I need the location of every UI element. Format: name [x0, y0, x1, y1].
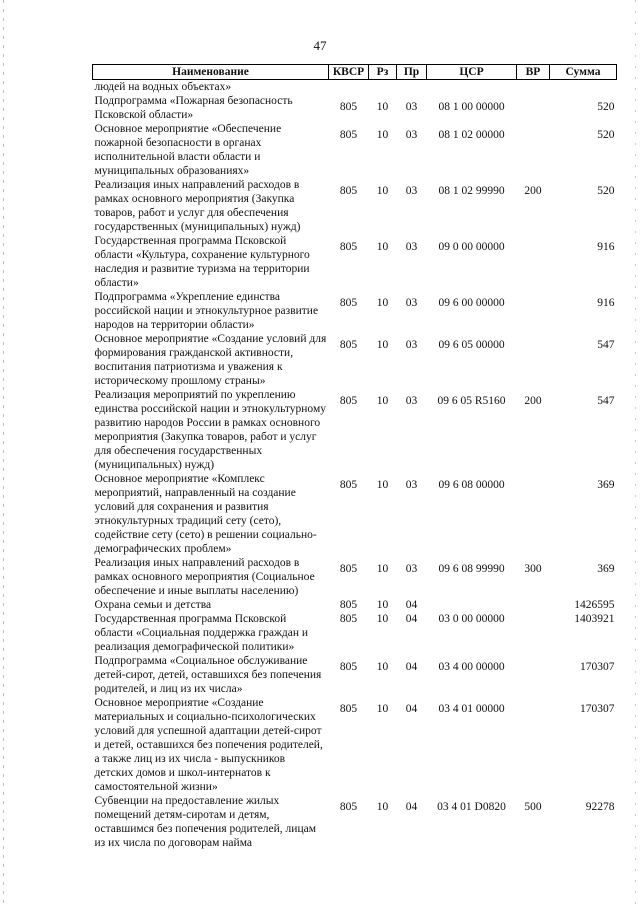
budget-table [92, 64, 617, 850]
cell-vr [517, 332, 550, 388]
cell-vr [517, 472, 550, 556]
header-sum: Сумма [550, 65, 617, 80]
table-row [93, 556, 617, 598]
cell-rz: 10 [376, 479, 389, 491]
cell-rz: 10 [376, 129, 389, 141]
cell-pr: 04 [405, 703, 418, 715]
header-pr: Пр [397, 65, 427, 80]
cell-sum: 92278 [585, 801, 615, 813]
cell-csr [427, 598, 517, 612]
cell-pr: 03 [405, 241, 418, 253]
table-header-row [93, 65, 617, 80]
cell-name: Подпрограмма «Пожарная безопасность Псковской области» [94, 95, 293, 121]
cell-rz: 10 [376, 297, 389, 309]
cell-rz: 10 [376, 661, 389, 673]
table-row [93, 612, 617, 654]
cell-kvsr: 805 [339, 801, 358, 813]
cell-pr: 03 [405, 395, 418, 407]
cell-name: Субвенции на предоставление жилых помещений детям-сиротам и детям, оставшимся без попечения родителей, лицам из их числа по договорам найма [94, 795, 316, 849]
cell-kvsr: 805 [339, 395, 358, 407]
table-row [93, 794, 617, 850]
cell-kvsr: 805 [339, 241, 358, 253]
cell-pr: 03 [405, 563, 418, 575]
cell-vr [517, 80, 550, 95]
cell-csr: 08 1 00 00000 [438, 101, 505, 113]
cell-vr: 300 [524, 563, 542, 575]
cell-rz [369, 80, 397, 95]
cell-csr: 08 1 02 00000 [438, 129, 505, 141]
cell-kvsr: 805 [339, 599, 358, 611]
cell-rz: 10 [376, 395, 389, 407]
cell-name: людей на водных объектах» [94, 81, 232, 93]
cell-sum: 1403921 [574, 613, 615, 625]
cell-name: Основное мероприятие «Создание материальных и социально-психологических условий для успешной адаптации детей-сирот и детей, оставшихся без попечения родителей, а также лиц из их числа - выпускников детских домов и школ-интернатов к самостоятельной жизни» [94, 697, 323, 793]
cell-sum: 369 [597, 563, 615, 575]
cell-sum: 170307 [580, 661, 615, 673]
cell-kvsr: 805 [339, 563, 358, 575]
cell-pr [397, 80, 427, 95]
cell-kvsr: 805 [339, 101, 358, 113]
cell-vr [517, 612, 550, 654]
cell-pr: 04 [405, 661, 418, 673]
cell-name: Подпрограмма «Укрепление единства российской нации и этнокультурное развитие народов на территории области» [94, 291, 319, 331]
cell-rz: 10 [376, 599, 389, 611]
cell-name: Основное мероприятие «Обеспечение пожарной безопасности в органах исполнительной власти области и муниципальных образованиях» [94, 123, 282, 177]
cell-name: Реализация иных направлений расходов в рамках основного мероприятия (Социальное обеспечение и иные выплаты населению) [94, 557, 315, 597]
cell-csr: 09 6 05 R5160 [437, 395, 506, 407]
header-vr: ВР [517, 65, 550, 80]
cell-kvsr: 805 [339, 297, 358, 309]
cell-rz: 10 [376, 241, 389, 253]
cell-name: Реализация иных направлений расходов в рамках основного мероприятия (Закупка товаров, работ и услуг для обеспечения государственных (муниципальных) нужд) [94, 179, 301, 233]
cell-pr: 03 [405, 479, 418, 491]
cell-vr [517, 122, 550, 178]
table-row [93, 654, 617, 696]
cell-sum: 520 [597, 101, 615, 113]
cell-name: Основное мероприятие «Создание условий для формирования гражданской активности, воспитания патриотизма и уважения к историческому прошлому страны» [94, 333, 327, 387]
page-number: 47 [313, 38, 327, 53]
table-row [93, 598, 617, 612]
scan-edge-right [635, 0, 636, 905]
cell-name: Охрана семьи и детства [94, 599, 212, 611]
cell-kvsr: 805 [339, 703, 358, 715]
header-name: Наименование [93, 65, 329, 80]
header-csr: ЦСР [427, 65, 517, 80]
table-row [93, 80, 617, 95]
cell-kvsr: 805 [339, 339, 358, 351]
cell-vr: 500 [524, 801, 542, 813]
cell-kvsr [329, 80, 369, 95]
cell-csr: 03 4 00 00000 [438, 661, 505, 673]
cell-kvsr: 805 [339, 129, 358, 141]
cell-csr: 03 4 01 D0820 [437, 801, 506, 813]
cell-rz: 10 [376, 563, 389, 575]
cell-vr [517, 598, 550, 612]
cell-kvsr: 805 [339, 479, 358, 491]
cell-csr: 03 4 01 00000 [438, 703, 505, 715]
cell-name: Государственная программа Псковской области «Социальная поддержка граждан и реализация демографической политики» [94, 613, 309, 653]
cell-rz: 10 [376, 801, 389, 813]
header-kvsr: КВСР [329, 65, 369, 80]
cell-sum: 520 [597, 129, 615, 141]
table-row [93, 234, 617, 290]
cell-csr: 09 6 08 00000 [438, 479, 505, 491]
cell-sum: 916 [597, 241, 615, 253]
cell-csr: 03 0 00 00000 [438, 613, 505, 625]
scan-edge-left [3, 0, 4, 905]
cell-vr [517, 654, 550, 696]
table-row [93, 332, 617, 388]
cell-csr: 09 6 05 00000 [438, 339, 505, 351]
cell-pr: 03 [405, 297, 418, 309]
cell-csr: 09 0 00 00000 [438, 241, 505, 253]
cell-pr: 03 [405, 101, 418, 113]
cell-kvsr: 805 [339, 613, 358, 625]
table-row [93, 388, 617, 472]
cell-csr: 09 6 00 00000 [438, 297, 505, 309]
cell-csr: 08 1 02 99990 [438, 185, 505, 197]
cell-name: Подпрограмма «Социальное обслуживание детей-сирот, детей, оставшихся без попечения родителей, и лиц из их числа» [94, 655, 322, 695]
cell-kvsr: 805 [339, 661, 358, 673]
header-rz: Рз [369, 65, 397, 80]
cell-sum: 369 [597, 479, 615, 491]
cell-sum: 1426595 [574, 599, 615, 611]
cell-vr [517, 234, 550, 290]
cell-sum: 170307 [580, 703, 615, 715]
table-row [93, 178, 617, 234]
cell-name: Основное мероприятие «Комплекс мероприятий, направленный на создание условий для сохранения и развития этнокультурных традиций сету (сето), содействие сету (сето) в решении социально-демографических проблем» [94, 473, 317, 555]
cell-pr: 04 [405, 599, 418, 611]
cell-sum: 547 [597, 395, 615, 407]
cell-vr [517, 696, 550, 794]
cell-rz: 10 [376, 101, 389, 113]
cell-pr: 03 [405, 339, 418, 351]
cell-vr: 200 [524, 185, 542, 197]
table-row [93, 122, 617, 178]
cell-sum [550, 80, 617, 95]
cell-name: Государственная программа Псковской области «Культура, сохранение культурного наследия и развитие туризма на территории области» [94, 235, 310, 289]
table-row [93, 696, 617, 794]
cell-vr: 200 [524, 395, 542, 407]
table-row [93, 472, 617, 556]
cell-sum: 520 [597, 185, 615, 197]
cell-sum: 916 [597, 297, 615, 309]
cell-csr: 09 6 08 99990 [438, 563, 505, 575]
cell-rz: 10 [376, 185, 389, 197]
table-row [93, 290, 617, 332]
cell-vr [517, 290, 550, 332]
cell-pr: 04 [405, 613, 418, 625]
cell-name: Реализация мероприятий по укреплению единства российской нации и этнокультурному развитию народов России в рамках основного мероприятия (Закупка товаров, работ и услуг для обеспечения государственных (муниципальных) нужд) [94, 389, 326, 471]
cell-kvsr: 805 [339, 185, 358, 197]
cell-rz: 10 [376, 613, 389, 625]
table-row [93, 94, 617, 122]
cell-pr: 03 [405, 129, 418, 141]
cell-vr [517, 94, 550, 122]
cell-csr [427, 80, 517, 95]
cell-sum: 547 [597, 339, 615, 351]
cell-rz: 10 [376, 703, 389, 715]
cell-rz: 10 [376, 339, 389, 351]
cell-pr: 03 [405, 185, 418, 197]
cell-pr: 04 [405, 801, 418, 813]
